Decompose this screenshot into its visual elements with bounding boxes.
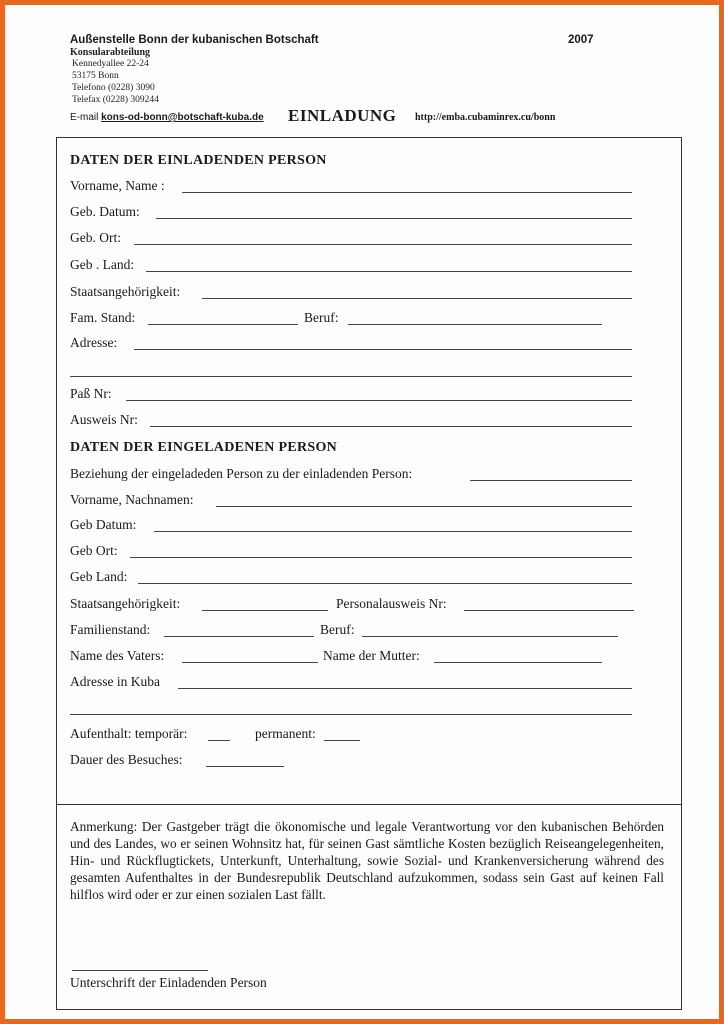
year: 2007	[568, 34, 594, 46]
guest-name-row	[70, 492, 632, 512]
inviter-birthdate-label: Geb. Datum:	[70, 204, 140, 219]
inviter-birthplace-label: Geb. Ort:	[70, 230, 121, 245]
inviter-id-label: Ausweis Nr:	[70, 412, 138, 427]
inviter-passport-row	[70, 386, 632, 406]
guest-job-label: Beruf:	[320, 622, 355, 637]
document-title: EINLADUNG	[288, 106, 397, 125]
inviter-id-row	[70, 412, 632, 432]
guest-marital-field[interactable]	[164, 636, 314, 637]
guest-address-field[interactable]	[178, 688, 632, 689]
city: 53175 Bonn	[72, 71, 119, 81]
guest-nationality-label: Staatsangehörigkeit:	[70, 596, 181, 611]
inviter-marital-job-row	[70, 310, 632, 330]
inviter-nationality-field[interactable]	[202, 298, 632, 299]
inviter-address-row	[70, 335, 632, 355]
inviter-job-label: Beruf:	[304, 310, 339, 325]
inviter-birthcountry-label: Geb . Land:	[70, 257, 135, 272]
guest-birthplace-field[interactable]	[130, 557, 632, 558]
section-invited-title: DATEN DER EINGELADENEN PERSON	[70, 440, 338, 455]
inviter-id-field[interactable]	[150, 426, 632, 427]
email-link[interactable]: kons-od-bonn@botschaft-kuba.de	[101, 112, 264, 123]
guest-name-field[interactable]	[216, 506, 632, 507]
guest-address-label: Adresse in Kuba	[70, 674, 160, 689]
inviter-passport-field[interactable]	[126, 400, 632, 401]
guest-address-row-2	[70, 700, 632, 720]
inviter-birthcountry-field[interactable]	[146, 271, 632, 272]
guest-id-field[interactable]	[464, 610, 634, 611]
guest-name-label: Vorname, Nachnamen:	[70, 492, 194, 507]
inviter-address-field-2[interactable]	[70, 376, 632, 377]
guest-address-field-2[interactable]	[70, 714, 632, 715]
stay-permanent-label: permanent:	[255, 726, 316, 741]
guest-birthcountry-field[interactable]	[138, 583, 632, 584]
stay-row	[70, 726, 632, 746]
inviter-address-label: Adresse:	[70, 335, 118, 350]
relation-label: Beziehung der eingeladeden Person zu der einladenden Person:	[70, 466, 413, 481]
inviter-nationality-row	[70, 284, 632, 304]
inviter-birthdate-row	[70, 204, 632, 224]
phone: Telefono (0228) 3090	[72, 83, 155, 93]
inviter-name-row	[70, 178, 632, 198]
street: Kennedyallee 22-24	[72, 59, 149, 69]
guest-birthcountry-label: Geb Land:	[70, 569, 128, 584]
guest-mother-label: Name der Mutter:	[323, 648, 420, 663]
inviter-birthcountry-row	[70, 257, 632, 277]
inviter-address-row-2	[70, 362, 632, 382]
stay-temporary-label: Aufenthalt: temporär:	[70, 726, 188, 741]
guest-father-label: Name des Vaters:	[70, 648, 165, 663]
guest-birthplace-label: Geb Ort:	[70, 543, 118, 558]
guest-parents-row	[70, 648, 632, 668]
form-divider	[56, 804, 682, 805]
stay-permanent-field[interactable]	[324, 740, 360, 741]
guest-birthplace-row	[70, 543, 632, 563]
guest-nationality-field[interactable]	[202, 610, 328, 611]
guest-marital-label: Familienstand:	[70, 622, 151, 637]
stay-temporary-field[interactable]	[208, 740, 230, 741]
inviter-birthplace-row	[70, 230, 632, 250]
liability-note: Anmerkung: Der Gastgeber trägt die ökonomische und legale Verantwortung vor den kubanischen Behörden und des Landes, wo er seinen Wohnsitz hat, für seinen Gast sämtliche Kosten bezüglich Reiseangelegenheiten, Hin- und Rückflugtickets, Unterkunft, Unterhaltung, sowie Sozial- und Krankenversicherung während des gesamten Aufenthaltes in der Bundesrepublik Deutschland aufzukommen, sodass sein Gast auf keinen Fall hilflos wird oder er zur einen sozialen Last fällt.	[70, 819, 664, 902]
email-label: E-mail	[70, 112, 99, 123]
inviter-nationality-label: Staatsangehörigkeit:	[70, 284, 181, 299]
duration-row	[70, 752, 632, 772]
fax: Telefax (0228) 309244	[72, 95, 159, 105]
guest-address-row	[70, 674, 632, 694]
email-row	[70, 112, 264, 123]
embassy-title: Außenstelle Bonn der kubanischen Botschaft	[70, 34, 319, 46]
guest-mother-field[interactable]	[434, 662, 602, 663]
section-inviting-title: DATEN DER EINLADENDEN PERSON	[70, 153, 327, 168]
inviter-marital-field[interactable]	[148, 324, 298, 325]
guest-birthdate-row	[70, 517, 632, 537]
guest-father-field[interactable]	[182, 662, 318, 663]
guest-job-field[interactable]	[362, 636, 618, 637]
relation-field[interactable]	[470, 480, 632, 481]
guest-birthdate-label: Geb Datum:	[70, 517, 137, 532]
signature-field[interactable]	[72, 970, 208, 971]
inviter-birthdate-field[interactable]	[156, 218, 632, 219]
duration-field[interactable]	[206, 766, 284, 767]
inviter-address-field[interactable]	[134, 349, 632, 350]
inviter-name-label: Vorname, Name :	[70, 178, 165, 193]
inviter-passport-label: Paß Nr:	[70, 386, 112, 401]
inviter-birthplace-field[interactable]	[134, 244, 632, 245]
department: Konsularabteilung	[70, 47, 151, 58]
inviter-marital-label: Fam. Stand:	[70, 310, 136, 325]
inviter-job-field[interactable]	[348, 324, 602, 325]
inviter-name-field[interactable]	[182, 192, 632, 193]
relation-row	[70, 466, 632, 486]
guest-marital-job-row	[70, 622, 632, 642]
guest-id-label: Personalausweis Nr:	[336, 596, 447, 611]
website-url[interactable]: http://emba.cubaminrex.cu/bonn	[415, 112, 556, 123]
signature-label: Unterschrift der Einladenden Person	[70, 975, 267, 990]
guest-birthdate-field[interactable]	[154, 531, 632, 532]
guest-birthcountry-row	[70, 569, 632, 589]
duration-label: Dauer des Besuches:	[70, 752, 183, 767]
guest-nationality-row	[70, 596, 632, 616]
